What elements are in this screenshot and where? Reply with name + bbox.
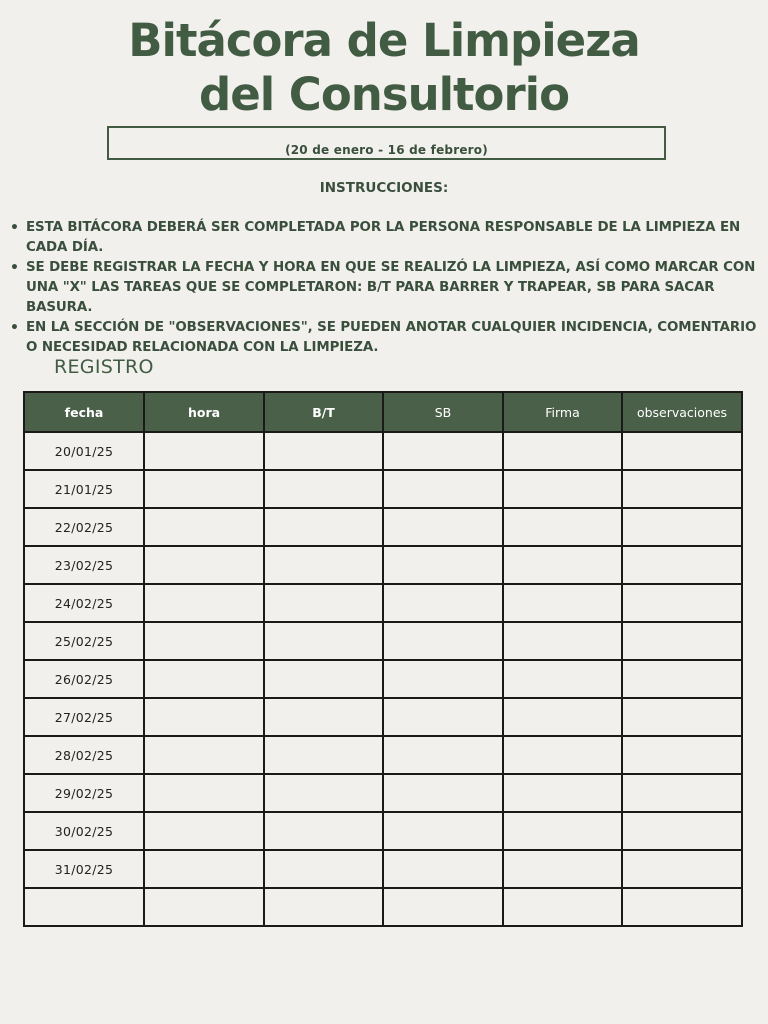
bt-cell[interactable] [264,508,383,546]
bt-cell[interactable] [264,812,383,850]
bt-cell[interactable] [264,660,383,698]
observaciones-cell[interactable] [622,508,742,546]
instructions-list [8,218,760,358]
bt-cell[interactable] [264,432,383,470]
column-header-fecha: fecha [24,392,144,432]
instruction-item [8,258,760,318]
registro-table [23,391,743,927]
firma-cell[interactable] [503,470,622,508]
fecha-cell: 27/02/25 [24,698,144,736]
firma-cell[interactable] [503,888,622,926]
bt-cell[interactable] [264,470,383,508]
fecha-cell: 26/02/25 [24,660,144,698]
hora-cell[interactable] [144,622,264,660]
firma-cell[interactable] [503,432,622,470]
table-row [24,508,742,546]
observaciones-cell[interactable] [622,584,742,622]
observaciones-cell[interactable] [622,432,742,470]
hora-cell[interactable] [144,888,264,926]
table-body [24,432,742,926]
firma-cell[interactable] [503,698,622,736]
observaciones-cell[interactable] [622,850,742,888]
column-header-hora: hora [144,392,264,432]
observaciones-cell[interactable] [622,736,742,774]
instruction-text: ESTA BITÁCORA DEBERÁ SER COMPLETADA POR LA PERSONA RESPONSABLE DE LA LIMPIEZA EN CADA DÍA. [26,220,741,255]
date-range-text: (20 de enero - 16 de febrero) [285,143,488,157]
bt-cell[interactable] [264,736,383,774]
bt-cell[interactable] [264,850,383,888]
column-header-bt: B/T [264,392,383,432]
sb-cell[interactable] [383,736,503,774]
fecha-cell [24,888,144,926]
sb-cell[interactable] [383,622,503,660]
bt-cell[interactable] [264,698,383,736]
fecha-cell: 23/02/25 [24,546,144,584]
title-line-1: Bitácora de Limpieza [128,14,640,67]
column-header-firma: Firma [503,392,622,432]
sb-cell[interactable] [383,584,503,622]
bullet-icon: • [10,260,19,276]
instruction-text: SE DEBE REGISTRAR LA FECHA Y HORA EN QUE SE REALIZÓ LA LIMPIEZA, ASÍ COMO MARCAR CON UNA "X" LAS TAREAS QUE SE COMPLETARON: B/T PARA BARRER Y TRAPEAR, SB PARA SACAR BASURA. [26,260,756,315]
table-row [24,432,742,470]
table-row [24,812,742,850]
firma-cell[interactable] [503,508,622,546]
column-header-sb: SB [383,392,503,432]
sb-cell[interactable] [383,812,503,850]
fecha-cell: 29/02/25 [24,774,144,812]
bt-cell[interactable] [264,888,383,926]
instruction-text: EN LA SECCIÓN DE "OBSERVACIONES", SE PUEDEN ANOTAR CUALQUIER INCIDENCIA, COMENTARIO O NECESIDAD RELACIONADA CON LA LIMPIEZA. [26,320,757,355]
column-header-observaciones: observaciones [622,392,742,432]
page-title [0,14,768,122]
firma-cell[interactable] [503,736,622,774]
bt-cell[interactable] [264,584,383,622]
firma-cell[interactable] [503,660,622,698]
firma-cell[interactable] [503,546,622,584]
bullet-icon: • [10,320,19,336]
date-range-box [107,126,666,160]
hora-cell[interactable] [144,698,264,736]
hora-cell[interactable] [144,546,264,584]
firma-cell[interactable] [503,812,622,850]
instructions-title: INSTRUCCIONES: [319,180,449,196]
title-line-2: del Consultorio [198,68,569,121]
table-row [24,850,742,888]
fecha-cell: 28/02/25 [24,736,144,774]
table-row [24,660,742,698]
table-row [24,774,742,812]
table-row [24,546,742,584]
fecha-cell: 25/02/25 [24,622,144,660]
table-row [24,470,742,508]
sb-cell[interactable] [383,774,503,812]
registro-heading: REGISTRO [54,356,154,378]
hora-cell[interactable] [144,660,264,698]
sb-cell[interactable] [383,432,503,470]
hora-cell[interactable] [144,812,264,850]
instruction-item [8,218,760,258]
instruction-item [8,318,760,358]
firma-cell[interactable] [503,850,622,888]
table-row [24,736,742,774]
hora-cell[interactable] [144,584,264,622]
hora-cell[interactable] [144,850,264,888]
observaciones-cell[interactable] [622,660,742,698]
sb-cell[interactable] [383,660,503,698]
fecha-cell: 21/01/25 [24,470,144,508]
hora-cell[interactable] [144,736,264,774]
observaciones-cell[interactable] [622,812,742,850]
fecha-cell: 20/01/25 [24,432,144,470]
sb-cell[interactable] [383,508,503,546]
table-row [24,584,742,622]
sb-cell[interactable] [383,698,503,736]
observaciones-cell[interactable] [622,774,742,812]
hora-cell[interactable] [144,774,264,812]
fecha-cell: 22/02/25 [24,508,144,546]
table-row [24,698,742,736]
sb-cell[interactable] [383,546,503,584]
firma-cell[interactable] [503,584,622,622]
sb-cell[interactable] [383,888,503,926]
bt-cell[interactable] [264,546,383,584]
observaciones-cell[interactable] [622,470,742,508]
bt-cell[interactable] [264,774,383,812]
observaciones-cell[interactable] [622,888,742,926]
hora-cell[interactable] [144,508,264,546]
observaciones-cell[interactable] [622,698,742,736]
sb-cell[interactable] [383,470,503,508]
hora-cell[interactable] [144,470,264,508]
bullet-icon: • [10,220,19,236]
observaciones-cell[interactable] [622,546,742,584]
fecha-cell: 30/02/25 [24,812,144,850]
fecha-cell: 24/02/25 [24,584,144,622]
table-row [24,888,742,926]
bt-cell[interactable] [264,622,383,660]
sb-cell[interactable] [383,850,503,888]
observaciones-cell[interactable] [622,622,742,660]
firma-cell[interactable] [503,774,622,812]
fecha-cell: 31/02/25 [24,850,144,888]
table-header-row [24,392,742,432]
table-row [24,622,742,660]
firma-cell[interactable] [503,622,622,660]
hora-cell[interactable] [144,432,264,470]
